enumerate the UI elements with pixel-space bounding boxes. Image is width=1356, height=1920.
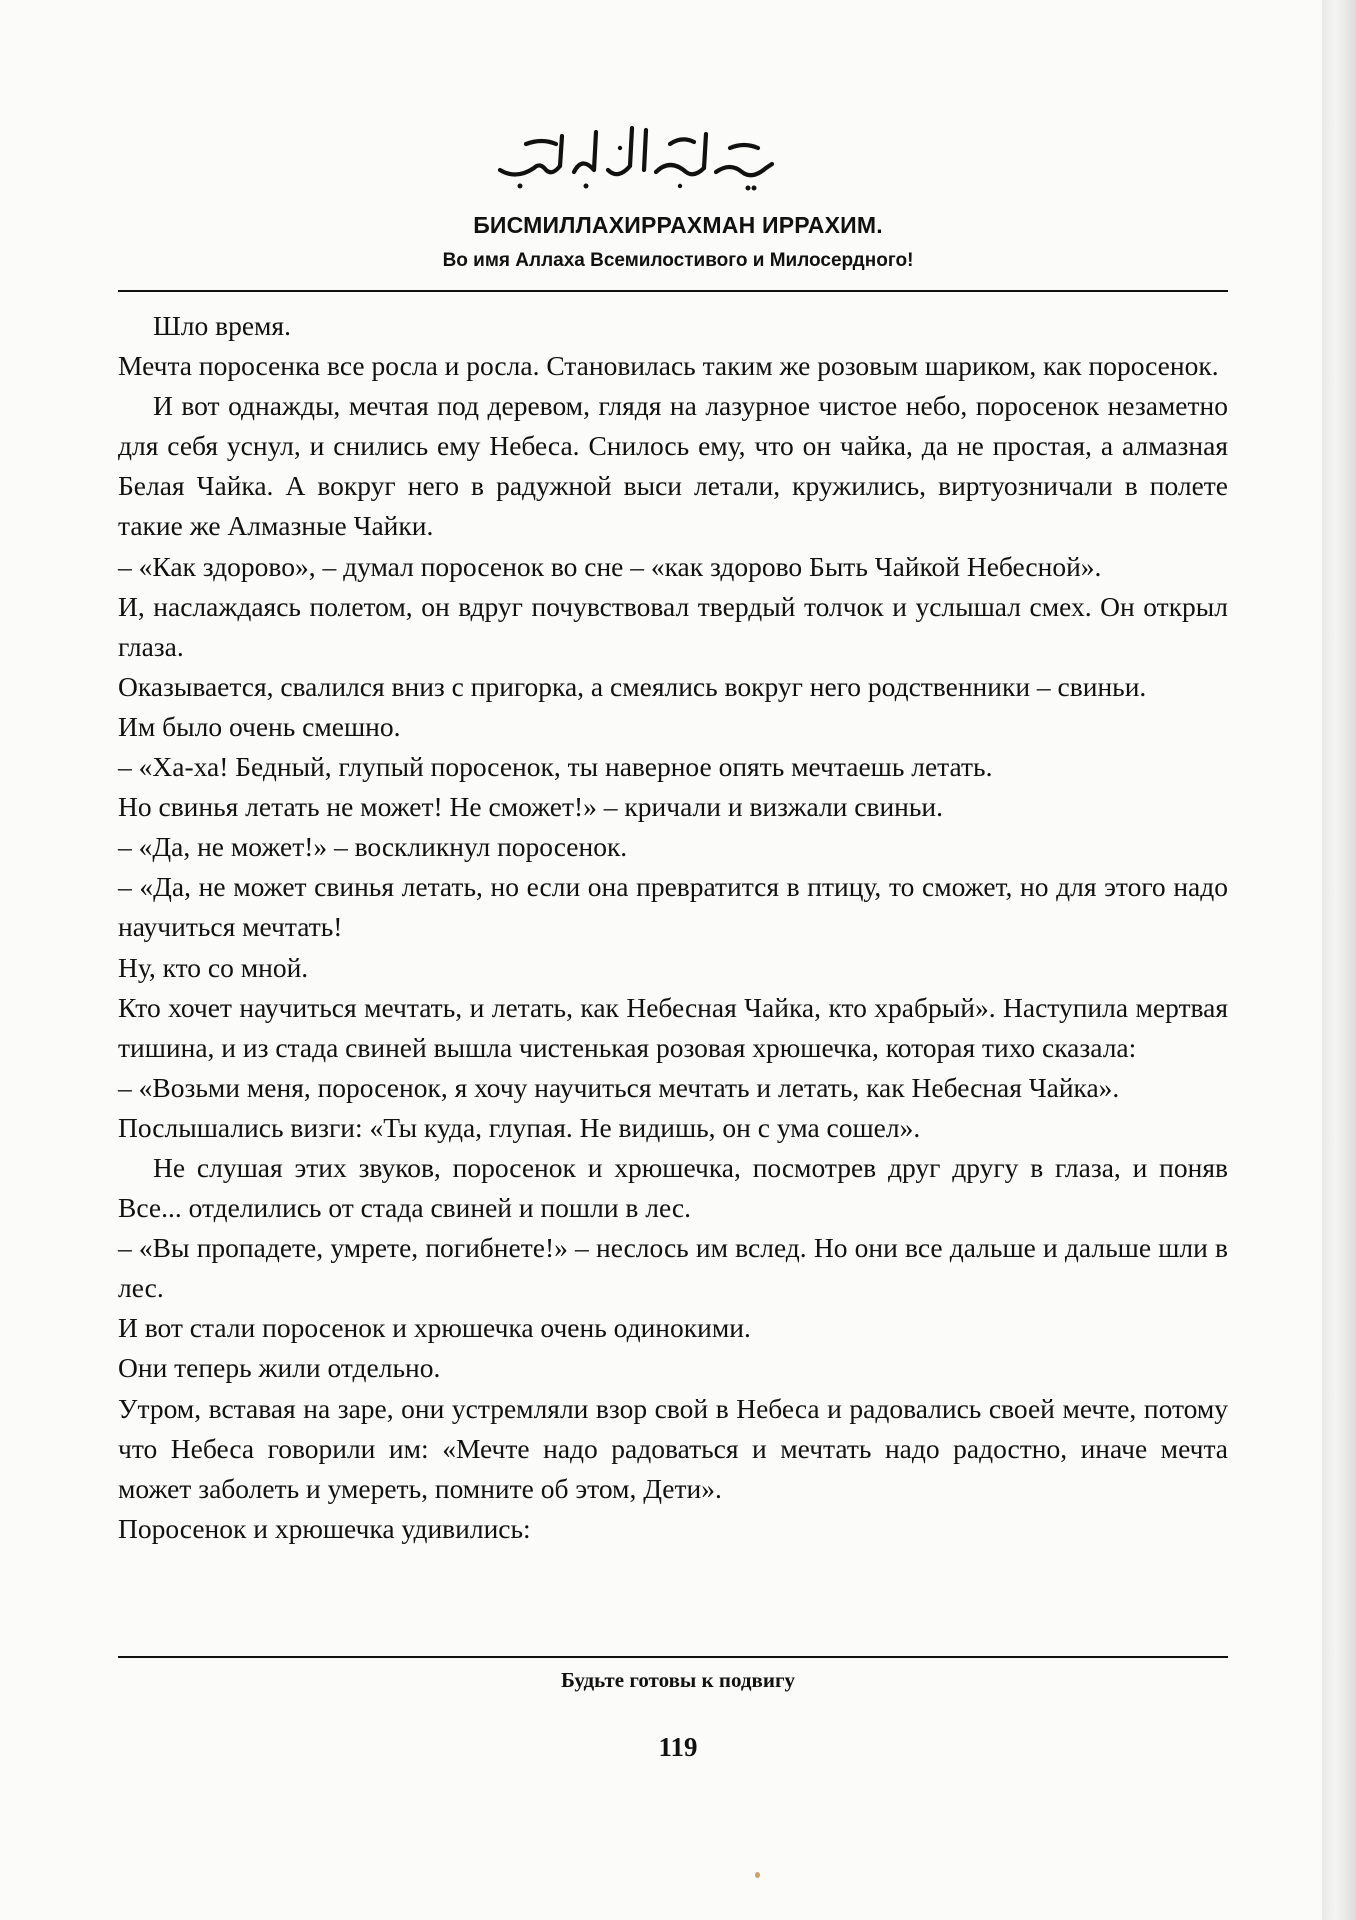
paragraph: Но свинья летать не может! Не сможет!» – кричали и визжали свиньи. (118, 791, 944, 823)
paper-speck (755, 1872, 760, 1878)
paragraph: – «Как здорово», – думал поросенок во сне – «как здорово Быть Чайкой Небесной». (118, 550, 1102, 582)
paragraph: – «Да, не может!» – воскликнул поросенок. (118, 831, 628, 863)
paragraph: Шло время. (153, 310, 291, 341)
paragraph: Они теперь жили отдельно. (118, 1352, 441, 1384)
paragraph: – «Ха-ха! Бедный, глупый поросенок, ты наверное опять мечтаешь летать. (118, 751, 993, 783)
footer-motto: Будьте готовы к подвигу (560, 1668, 796, 1692)
paragraph: И вот стали поросенок и хрюшечка очень одинокими. (118, 1312, 751, 1344)
header-title: БИСМИЛЛАХИРРАХМАН ИРРАХИМ. (473, 212, 883, 238)
header-divider (118, 290, 1228, 292)
paragraph: Мечта поросенка все росла и росла. Становилась таким же розовым шариком, как поросенок. (118, 350, 1219, 382)
paragraph: – «Вы пропадете, умрете, погибнете!» – неслось им вслед. Но они все дальше и дальше шли в лес. (118, 1232, 1228, 1304)
paragraph: Утром, вставая на заре, они устремляли взор свой в Небеса и радовались своей мечте, потому что Небеса говорили им: «Мечте надо радоваться и мечтать надо радостно, иначе мечта может заболеть и умереть, помните об этом, Дети». (118, 1392, 1228, 1504)
paragraph: И вот однажды, мечтая под деревом, глядя на лазурное чистое небо, поросенок незаметно для себя уснул, и снились ему Небеса. Снилось ему, что он чайка, да не простая, а алмазная Белая Чайка. А вокруг него в радужной выси летали, кружились, виртуозничали в полете такие же Алмазные Чайки. (118, 390, 1228, 542)
paragraph: Им было очень смешно. (118, 710, 401, 742)
paragraph: Поросенок и хрюшечка удивились: (118, 1512, 531, 1544)
body-text (118, 306, 1228, 1549)
paragraph: – «Да, не может свинья летать, но если она превратится в птицу, то сможет, но для этого надо научиться мечтать! (118, 871, 1228, 943)
header-subtitle: Во имя Аллаха Всемилостивого и Милосердного! (442, 250, 914, 271)
paragraph: Ну, кто со мной. (118, 951, 309, 983)
page-number: 119 (658, 1732, 698, 1762)
page-edge-shadow (1322, 0, 1356, 1920)
paragraph: И, наслаждаясь полетом, он вдруг почувствовал твердый толчок и услышал смех. Он открыл глаза. (118, 590, 1228, 662)
footer-divider (118, 1656, 1228, 1658)
paragraph: Оказывается, свалился вниз с пригорка, а смеялись вокруг него родственники – свиньи. (118, 670, 1147, 702)
paragraph: Кто хочет научиться мечтать, и летать, как Небесная Чайка, кто храбрый». Наступила мертвая тишина, и из стада свиней вышла чистенькая розовая хрюшечка, которая тихо сказала: (118, 991, 1228, 1063)
paragraph: Не слушая этих звуков, поросенок и хрюшечка, посмотрев друг другу в глаза, и поняв Все... отделились от стада свиней и пошли в лес. (118, 1151, 1228, 1224)
basmala-calligraphy (490, 118, 790, 196)
paragraph: – «Возьми меня, поросенок, я хочу научиться мечтать и летать, как Небесная Чайка». (118, 1071, 1120, 1103)
paragraph: Послышались визги: «Ты куда, глупая. Не видишь, он с ума сошел». (118, 1111, 921, 1143)
